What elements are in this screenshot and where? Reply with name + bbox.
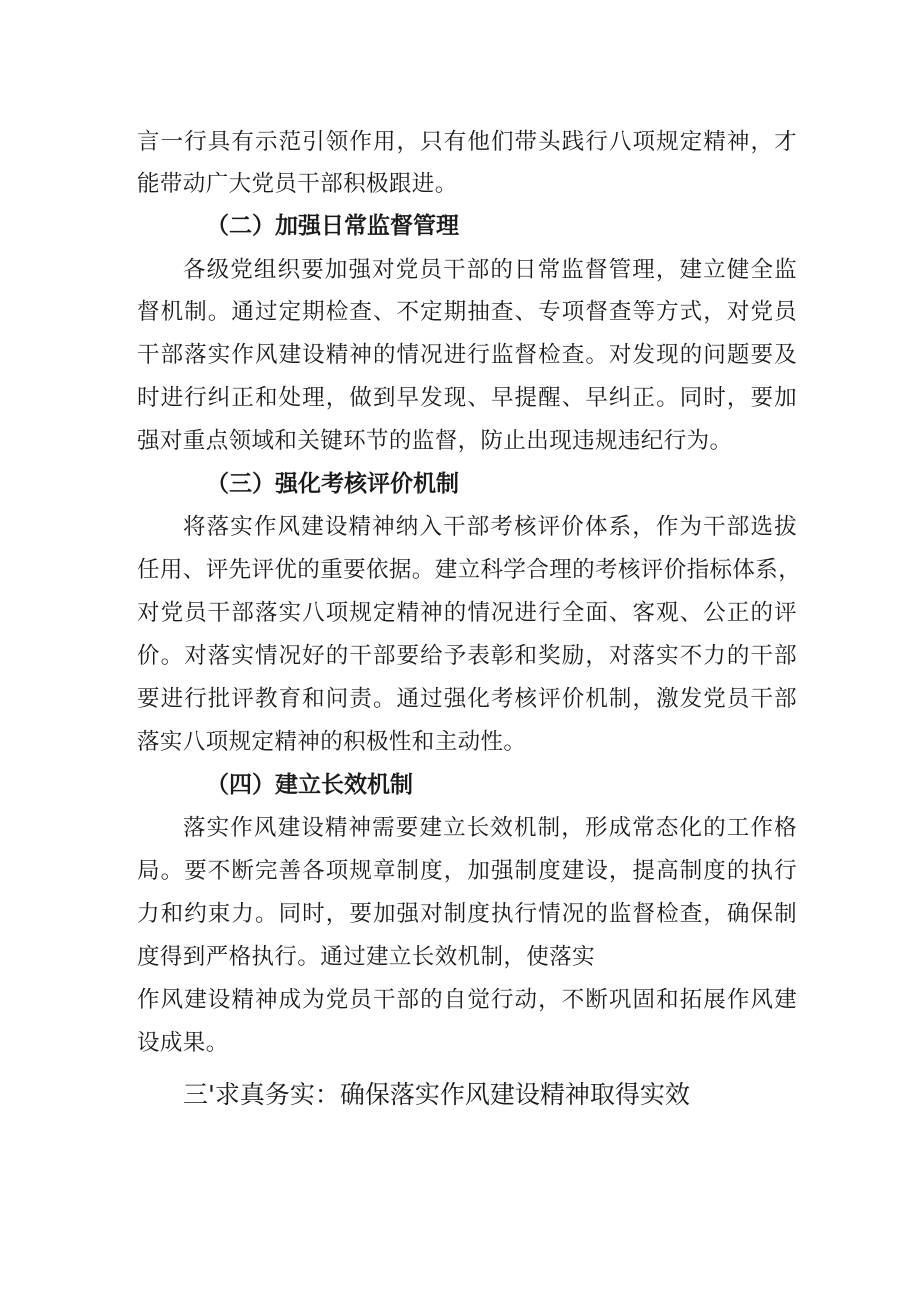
section-title: 三'求真务实：确保落实作风建设精神取得实效 bbox=[183, 1080, 690, 1109]
body-line: 强对重点领域和关键环节的监督，防止出现违规违纪行为。 bbox=[137, 428, 733, 454]
body-line: 时进行纠正和处理，做到早发现、早提醒、早纠正。同时，要加 bbox=[137, 385, 797, 411]
body-line: 作风建设精神成为党员干部的自觉行动，不断巩固和拓展作风建 bbox=[137, 987, 797, 1013]
body-line: 将落实作风建设精神纳入干部考核评价体系，作为干部选拔 bbox=[183, 514, 797, 540]
subsection-heading: （三）强化考核评价机制 bbox=[206, 471, 459, 497]
subsection-heading: （四）建立长效机制 bbox=[206, 772, 413, 798]
body-line: 各级党组织要加强对党员干部的日常监督管理，建立健全监 bbox=[183, 257, 797, 283]
body-line: 设成果。 bbox=[137, 1030, 229, 1056]
body-line: 价。对落实情况好的干部要给予表彰和奖励，对落实不力的干部 bbox=[137, 643, 797, 669]
body-line: 对党员干部落实八项规定精神的情况进行全面、客观、公正的评 bbox=[137, 600, 797, 626]
body-line: 局。要不断完善各项规章制度，加强制度建设，提高制度的执行 bbox=[137, 858, 797, 884]
body-line: 干部落实作风建设精神的情况进行监督检查。对发现的问题要及 bbox=[137, 342, 797, 368]
body-line: 度得到严格执行。通过建立长效机制，使落实 bbox=[137, 944, 596, 970]
body-line: 落实作风建设精神需要建立长效机制，形成常态化的工作格 bbox=[183, 815, 797, 841]
body-line: 能带动广大党员干部积极跟进。 bbox=[137, 171, 458, 197]
subsection-heading: （二）加强日常监督管理 bbox=[206, 213, 459, 239]
body-line: 力和约束力。同时，要加强对制度执行情况的监督检查，确保制 bbox=[137, 901, 797, 927]
body-line: 任用、评先评优的重要依据。建立科学合理的考核评价指标体系， bbox=[137, 557, 802, 583]
body-line: 督机制。通过定期检查、不定期抽查、专项督查等方式，对党员 bbox=[137, 299, 797, 325]
body-line: 言一行具有示范引领作用，只有他们带头践行八项规定精神，才 bbox=[137, 129, 797, 155]
body-line: 要进行批评教育和问责。通过强化考核评价机制，激发党员干部 bbox=[137, 686, 797, 712]
body-line: 落实八项规定精神的积极性和主动性。 bbox=[137, 729, 527, 755]
